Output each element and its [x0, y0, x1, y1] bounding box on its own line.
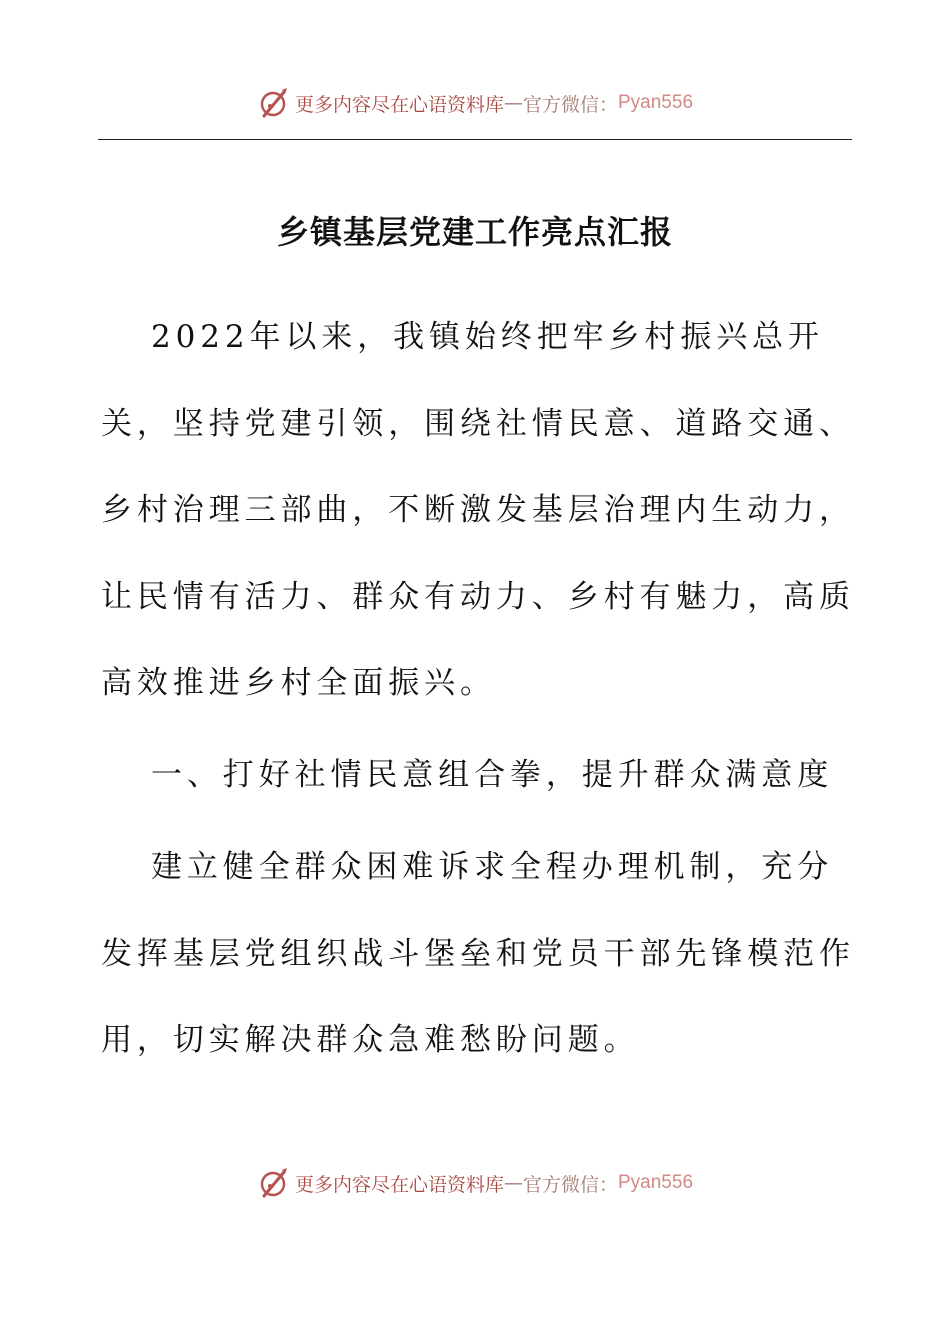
watermark-wechat-id: Pyan556: [618, 92, 694, 113]
header-divider: [98, 139, 852, 140]
watermark-dash: —: [503, 1172, 523, 1194]
intro-paragraph: 2022年以来，我镇始终把牢乡村振兴总开关，坚持党建引领，围绕社情民意、道路交通、乡村治理三部曲，不断激发基层治理内生动力，让民情有活力、群众有动力、乡村有魅力，高质高效推进乡村全面振兴。: [101, 319, 855, 701]
watermark-main-text: 更多内容尽在心语资料库: [294, 93, 504, 116]
section-1-heading: 一、打好社情民意组合拳，提升群众满意度: [151, 757, 834, 793]
document-title: 乡镇基层党建工作亮点汇报: [276, 213, 673, 251]
header-watermark: [0, 83, 950, 123]
watermark-dash: —: [503, 92, 523, 114]
footer-watermark: [0, 1163, 950, 1203]
pen-circle-logo-icon: [257, 1166, 291, 1200]
pen-circle-logo-icon: [257, 86, 291, 120]
watermark-main-text: 更多内容尽在心语资料库: [294, 1173, 504, 1196]
section-1-paragraph: 建立健全群众困难诉求全程办理机制，充分发挥基层党组织战斗堡垒和党员干部先锋模范作用，切实解决群众急难愁盼问题。: [101, 849, 855, 1058]
watermark-wechat-id: Pyan556: [618, 1172, 694, 1193]
watermark-sub-text: 官方微信：: [522, 1173, 618, 1196]
watermark-sub-text: 官方微信：: [522, 93, 618, 116]
